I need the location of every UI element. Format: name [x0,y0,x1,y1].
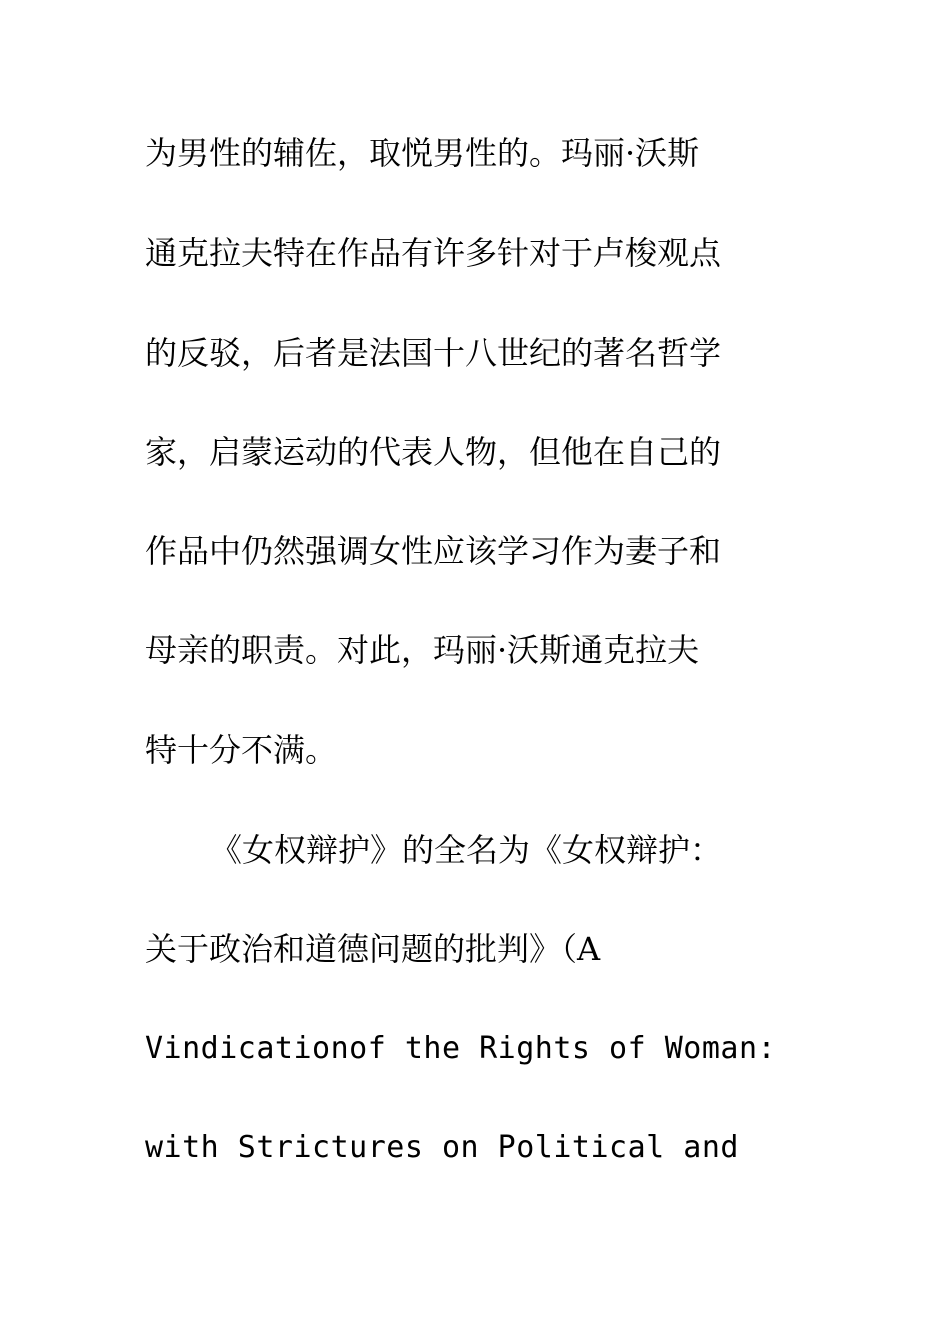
paragraph-line: Vindicationof the Rights of Woman: [145,1031,777,1066]
paragraph-line: 关于政治和道德问题的批判》（A [145,930,601,968]
paragraph-line: 特十分不满。 [145,731,338,769]
paragraph-line: 通克拉夫特在作品有许多针对于卢梭观点 [145,234,722,272]
paragraph-line: with Strictures on Political and [145,1130,739,1165]
paragraph-line: 家，启蒙运动的代表人物，但他在自己的 [145,433,722,471]
paragraph-line: 母亲的职责。对此，玛丽·沃斯通克拉夫 [145,631,700,669]
paragraph-first-line: 《女权辩护》的全名为《女权辩护： [210,831,723,869]
paragraph-line: 的反驳，后者是法国十八世纪的著名哲学 [145,334,722,372]
paragraph-line: 作品中仍然强调女性应该学习作为妻子和 [145,532,722,570]
paragraph-line: 为男性的辅佐，取悦男性的。玛丽·沃斯 [145,134,700,172]
